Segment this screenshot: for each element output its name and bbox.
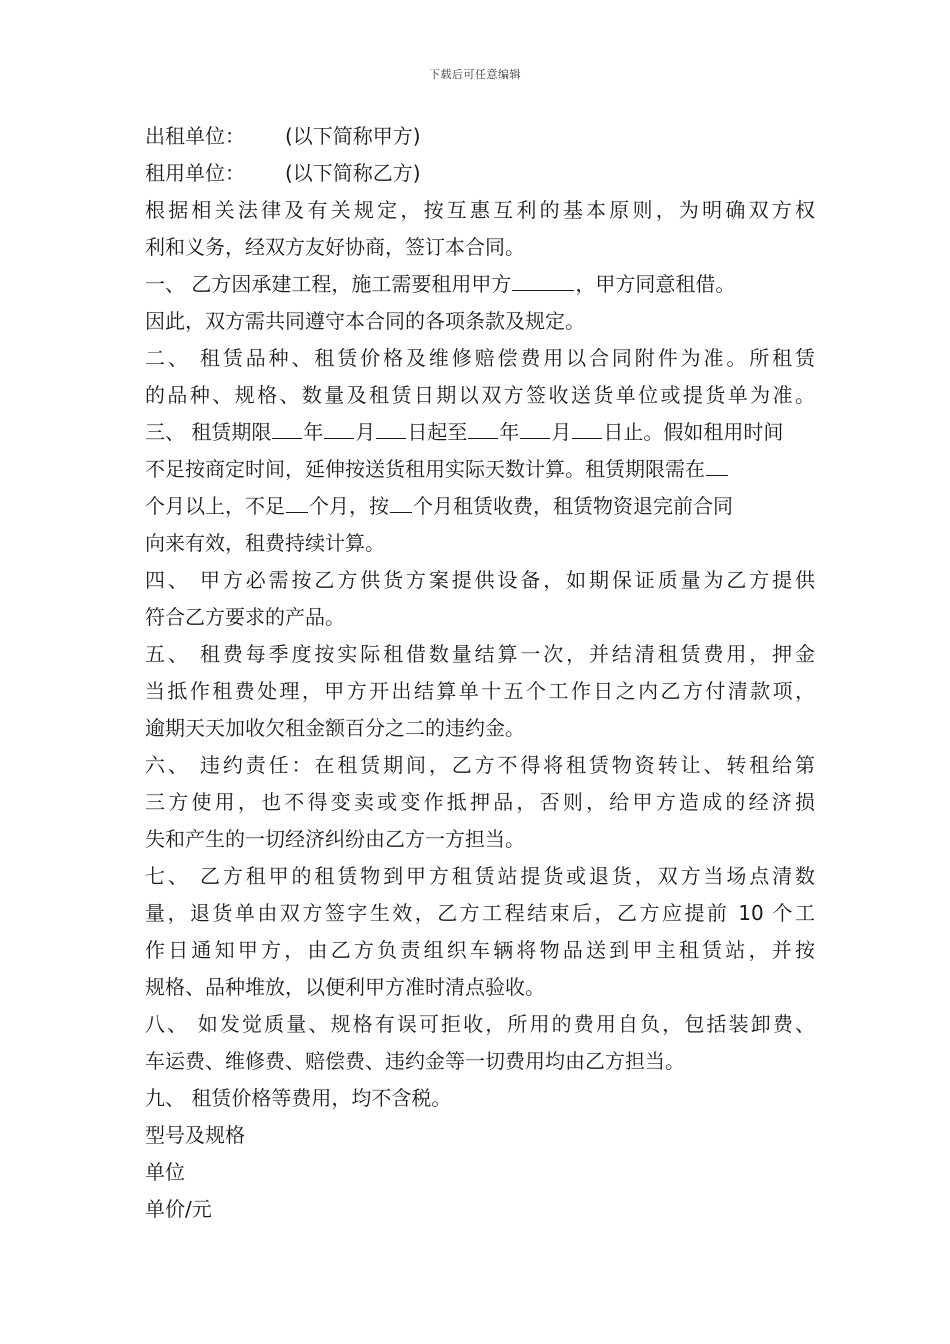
year-label: 年 <box>303 420 324 444</box>
clause-7-line-2: 量，退货单由双方签字生效，乙方工程结束后，乙方应提前 10 个工 <box>145 901 815 925</box>
blank-field <box>512 268 574 291</box>
lessee-suffix: (以下简称乙方) <box>285 161 421 185</box>
clause-5-line-2: 当抵作租费处理，甲方开出结算单十五个工作日之内乙方付清款项， <box>145 679 815 703</box>
lessor-line <box>145 118 815 155</box>
clause-6-line-2: 三方使用，也不得变卖或变作抵押品，否则，给甲方造成的经济损 <box>145 790 815 814</box>
clause-6-line-3: 失和产生的一切经济纠纷由乙方一方担当。 <box>145 827 525 851</box>
blank-field <box>272 416 302 439</box>
table-header-unit: 单位 <box>145 1160 185 1184</box>
clause-3-text-l2: 不足按商定时间，延伸按送货租用实际天数计算。租赁期限需在 <box>145 457 705 481</box>
clause-3-text-l3b: 个月，按 <box>309 494 389 518</box>
clause-7-line-3: 作日通知甲方，由乙方负责组织车辆将物品送到甲主租赁站，并按 <box>145 938 815 962</box>
day-label: 日起至 <box>407 420 468 444</box>
table-header-price: 单价/元 <box>145 1197 212 1221</box>
clause-2-line-2: 的品种、规格、数量及租赁日期以双方签收送货单位或提货单为准。 <box>145 383 815 407</box>
clause-1-text-a: 一、 乙方因承建工程，施工需要租用甲方 <box>145 272 512 296</box>
blank-field <box>286 490 308 513</box>
clause-2-line-1: 二、 租赁品种、租赁价格及维修赔偿费用以合同附件为准。所租赁 <box>145 346 815 370</box>
lessor-suffix: (以下简称甲方) <box>285 124 421 148</box>
clause-3-line-4: 向来有效，租费持续计算。 <box>145 531 385 555</box>
clause-6-line-1: 六、 违约责任：在租赁期间，乙方不得将租赁物资转让、转租给第 <box>145 753 815 777</box>
clause-5-line-3: 逾期天天加收欠租金额百分之二的违约金。 <box>145 716 525 740</box>
blank-field <box>572 416 602 439</box>
table-header-model: 型号及规格 <box>145 1123 245 1147</box>
clause-1-text-b: ，甲方同意租借。 <box>575 272 736 296</box>
blank-field <box>324 416 354 439</box>
clause-4-line-1: 四、 甲方必需按乙方供货方案提供设备，如期保证质量为乙方提供 <box>145 568 815 592</box>
clause-3-line-3 <box>145 488 815 525</box>
clause-7-line-1: 七、 乙方租甲的租赁物到甲方租赁站提货或退货，双方当场点清数 <box>145 864 815 888</box>
clause-3-line-2 <box>145 451 815 488</box>
page-header-note: 下载后可任意编辑 <box>429 68 521 81</box>
clause-7-line-4: 规格、品种堆放，以便利甲方准时清点验收。 <box>145 975 545 999</box>
clause-3-text-l3a: 个月以上，不足 <box>145 494 285 518</box>
clause-8-line-1: 八、 如发觉质量、规格有误可拒收，所用的费用自负，包括装卸费、 <box>145 1012 815 1036</box>
clause-4-line-2: 符合乙方要求的产品。 <box>145 605 345 629</box>
clause-3-text-l3c: 个月租赁收费，租赁物资退完前合同 <box>413 494 733 518</box>
intro-line-2: 利和义务，经双方友好协商，签订本合同。 <box>145 235 525 259</box>
blank-field <box>390 490 412 513</box>
day-label: 日止。假如租用时间 <box>603 420 784 444</box>
contract-body <box>145 118 815 1228</box>
year-label: 年 <box>499 420 520 444</box>
intro-line-1: 根据相关法律及有关规定，按互惠互利的基本原则，为明确双方权 <box>145 198 815 222</box>
blank-field <box>468 416 498 439</box>
lessor-label: 出租单位： <box>145 124 245 148</box>
month-label: 月 <box>551 420 572 444</box>
clause-5-line-1: 五、 租费每季度按实际租借数量结算一次，并结清租赁费用，押金 <box>145 642 815 666</box>
clause-8-line-2: 车运费、维修费、赔偿费、违约金等一切费用均由乙方担当。 <box>145 1049 685 1073</box>
blank-field <box>706 453 728 476</box>
lessee-line <box>145 155 815 192</box>
lessee-label: 租用单位： <box>145 161 245 185</box>
clause-1-line-2: 因此，双方需共同遵守本合同的各项条款及规定。 <box>145 309 585 333</box>
clause-3-text-a: 三、 租赁期限 <box>145 420 272 444</box>
clause-9-line-1: 九、 租赁价格等费用，均不含税。 <box>145 1086 452 1110</box>
month-label: 月 <box>355 420 376 444</box>
blank-field <box>376 416 406 439</box>
clause-1-line-1 <box>145 266 815 303</box>
blank-field <box>520 416 550 439</box>
clause-3-line-1 <box>145 414 815 451</box>
